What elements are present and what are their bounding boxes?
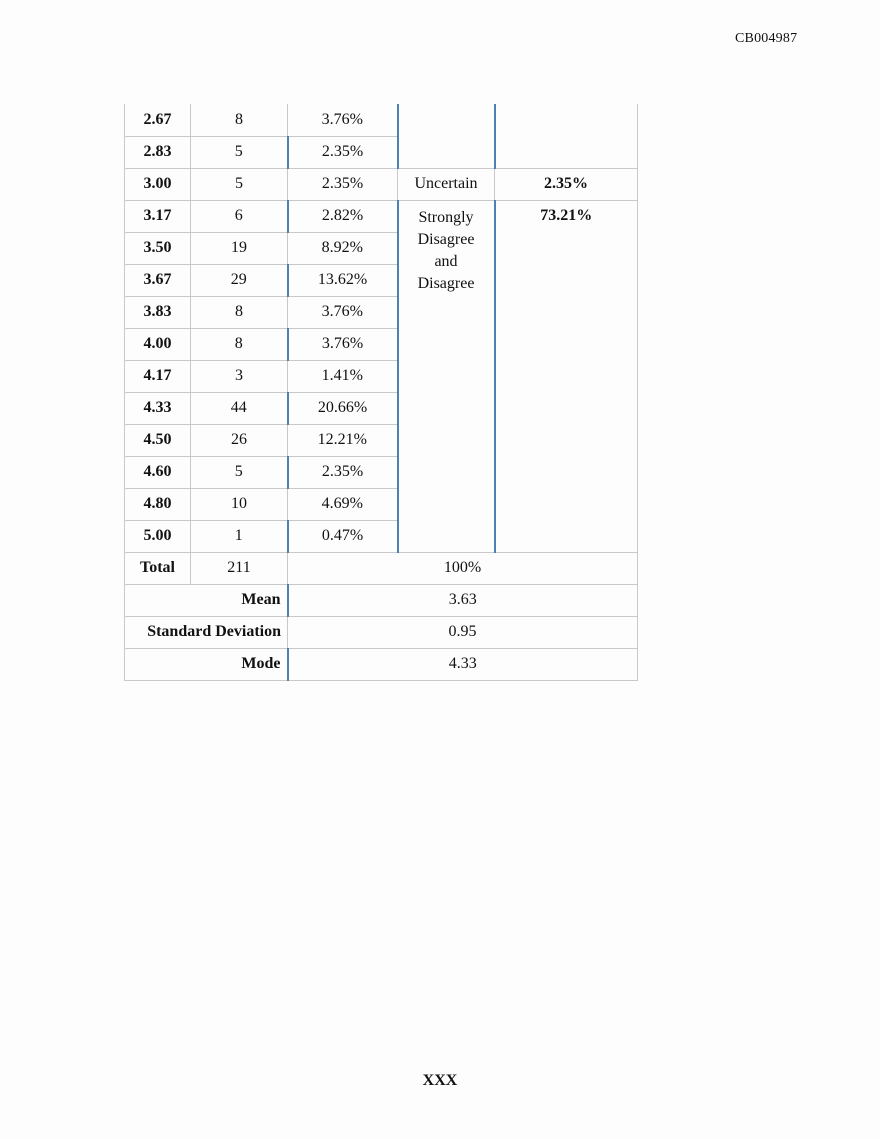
score-cell: 5.00 [125,520,191,552]
mean-row [125,584,638,616]
frequency-table [124,104,638,681]
category-disagree-percent: 73.21% [495,200,638,552]
score-cell: 4.00 [125,328,191,360]
percent-cell: 13.62% [288,264,398,296]
count-cell: 3 [191,360,288,392]
count-cell: 19 [191,232,288,264]
count-cell: 5 [191,456,288,488]
category-disagree-label [398,200,495,552]
count-cell: 5 [191,168,288,200]
count-cell: 10 [191,488,288,520]
percent-cell: 12.21% [288,424,398,456]
count-cell: 44 [191,392,288,424]
total-row [125,552,638,584]
std-dev-value: 0.95 [288,616,638,648]
std-dev-row [125,616,638,648]
document-id: CB004987 [735,31,798,46]
score-cell: 3.83 [125,296,191,328]
table-row [125,104,638,136]
score-cell: 3.67 [125,264,191,296]
score-cell: 2.67 [125,104,191,136]
percent-cell: 2.35% [288,168,398,200]
std-dev-label: Standard Deviation [125,616,288,648]
total-count: 211 [191,552,288,584]
mode-value: 4.33 [288,648,638,680]
count-cell: 8 [191,328,288,360]
percent-cell: 2.35% [288,456,398,488]
category-disagree-line: Disagree [417,230,475,248]
count-cell: 8 [191,296,288,328]
percent-cell: 1.41% [288,360,398,392]
score-cell: 3.00 [125,168,191,200]
count-cell: 5 [191,136,288,168]
percent-cell: 20.66% [288,392,398,424]
total-percent: 100% [288,552,638,584]
table-row [125,200,638,232]
category-percent-cell-continued [495,104,638,168]
percent-cell: 3.76% [288,296,398,328]
category-cell-continued [398,104,495,168]
category-uncertain-label: Uncertain [398,168,495,200]
mode-row [125,648,638,680]
mean-label: Mean [125,584,288,616]
total-label: Total [125,552,191,584]
count-cell: 8 [191,104,288,136]
percent-cell: 3.76% [288,328,398,360]
score-cell: 4.50 [125,424,191,456]
score-cell: 4.80 [125,488,191,520]
score-cell: 4.33 [125,392,191,424]
score-cell: 2.83 [125,136,191,168]
category-disagree-line: Disagree [417,274,475,292]
percent-cell: 2.82% [288,200,398,232]
percent-cell: 3.76% [288,104,398,136]
mean-value: 3.63 [288,584,638,616]
score-cell: 3.50 [125,232,191,264]
percent-cell: 0.47% [288,520,398,552]
percent-cell: 4.69% [288,488,398,520]
score-cell: 4.17 [125,360,191,392]
table-row [125,168,638,200]
category-uncertain-percent: 2.35% [495,168,638,200]
score-cell: 4.60 [125,456,191,488]
score-cell: 3.17 [125,200,191,232]
count-cell: 26 [191,424,288,456]
count-cell: 1 [191,520,288,552]
category-disagree-line: and [434,252,458,270]
percent-cell: 8.92% [288,232,398,264]
count-cell: 29 [191,264,288,296]
mode-label: Mode [125,648,288,680]
percent-cell: 2.35% [288,136,398,168]
category-disagree-line: Strongly [418,208,474,226]
count-cell: 6 [191,200,288,232]
page-number: XXX [422,1072,458,1089]
